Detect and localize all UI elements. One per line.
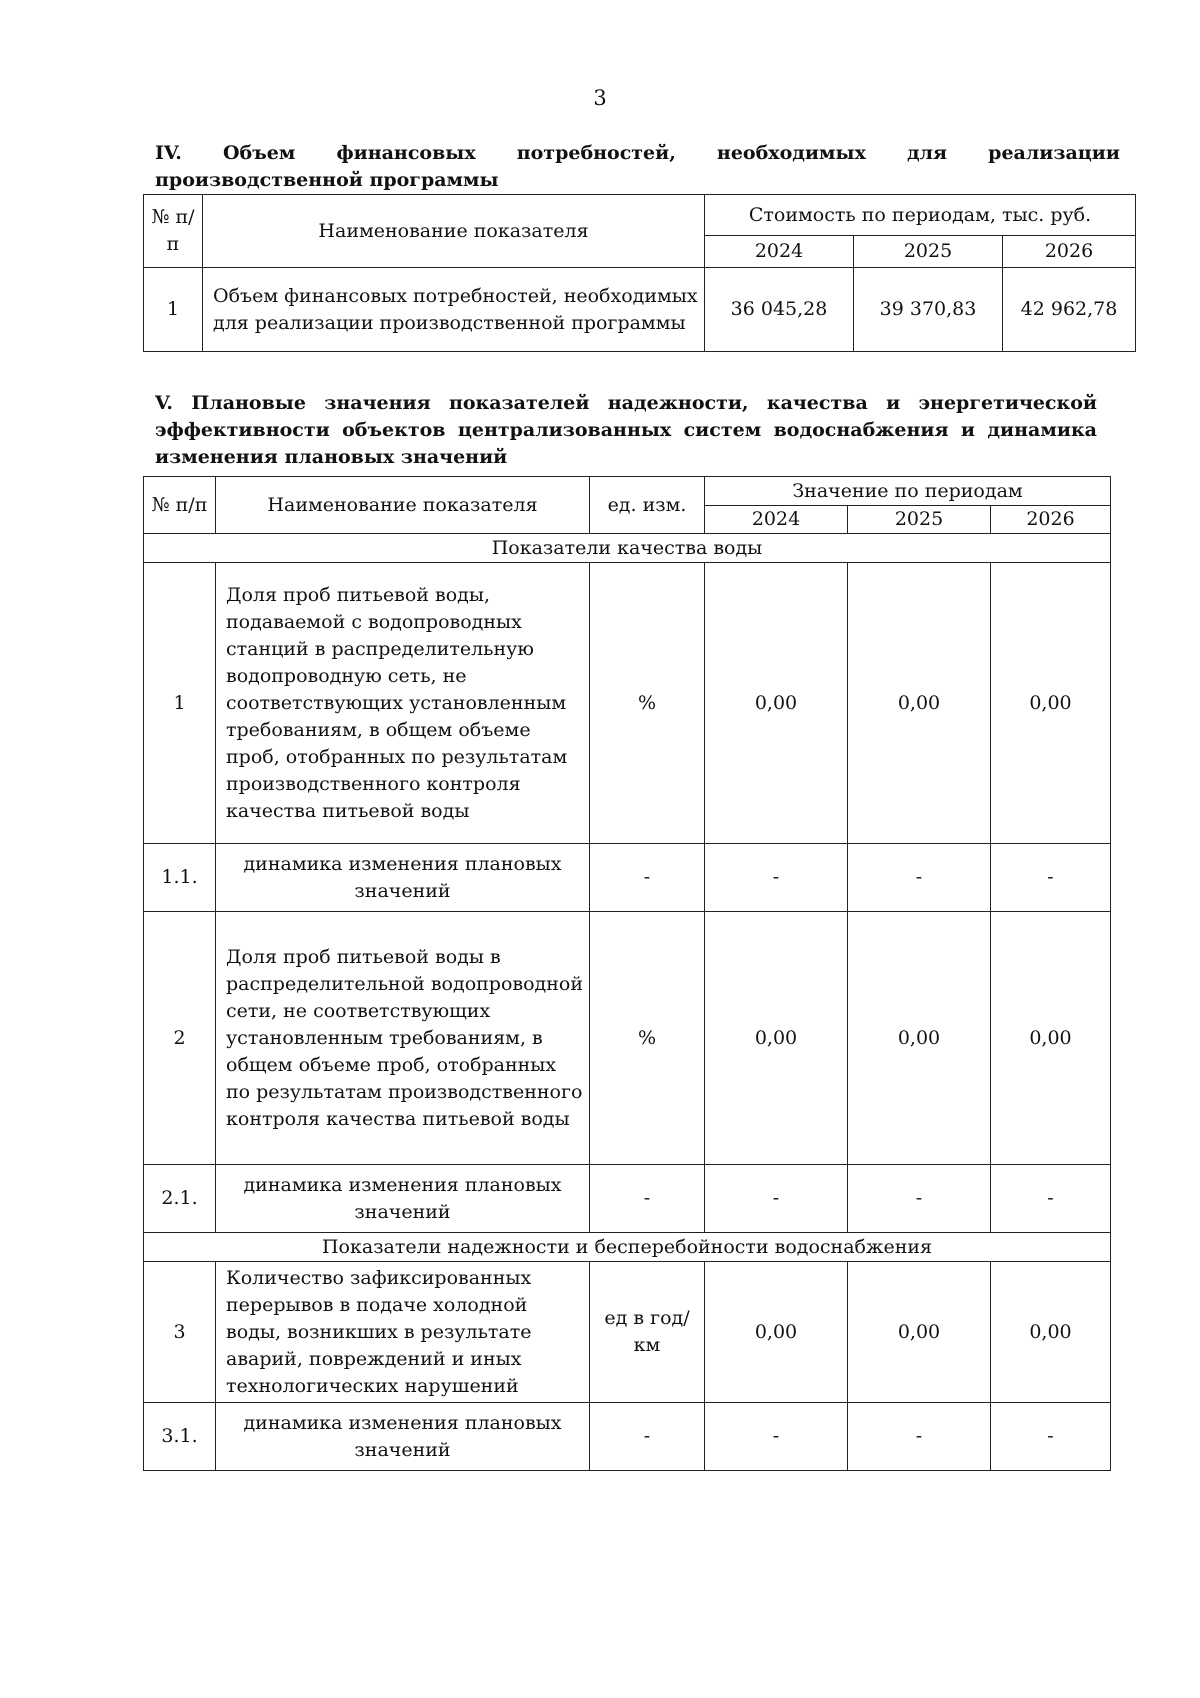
row-value: 0,00	[991, 912, 1111, 1165]
row-value: 0,00	[991, 1262, 1111, 1403]
row-num: 1	[144, 563, 216, 844]
row-unit: -	[590, 1403, 705, 1471]
header-name: Наименование показателя	[216, 477, 590, 534]
header-value: Значение по периодам	[705, 477, 1111, 506]
row-value: 39 370,83	[854, 268, 1003, 352]
group-label: Показатели надежности и бесперебойности водоснабжения	[144, 1233, 1111, 1262]
table-row	[144, 912, 1111, 1165]
table-header-row	[144, 477, 1111, 506]
row-num: 2	[144, 912, 216, 1165]
row-name: Количество зафиксированных перерывов в подаче холодной воды, возникших в результате аварий, повреждений и иных технологических нарушений	[216, 1262, 590, 1403]
header-year: 2026	[1003, 236, 1136, 268]
table-header-row	[144, 195, 1136, 236]
header-num: № п/п	[144, 195, 203, 268]
row-num: 1.1.	[144, 844, 216, 912]
header-cost: Стоимость по периодам, тыс. руб.	[705, 195, 1136, 236]
header-year: 2025	[854, 236, 1003, 268]
row-value: 0,00	[848, 1262, 991, 1403]
row-unit: %	[590, 563, 705, 844]
header-year: 2026	[991, 506, 1111, 534]
row-value: -	[991, 1403, 1111, 1471]
row-unit: ед в год/ км	[590, 1262, 705, 1403]
row-num: 3.1.	[144, 1403, 216, 1471]
group-row-reliability	[144, 1233, 1111, 1262]
section-v-title: V. Плановые значения показателей надежности, качества и энергетической эффективности объектов централизованных систем водоснабжения и динамика изменения плановых значений	[155, 392, 1097, 468]
row-value: -	[848, 1403, 991, 1471]
row-value: 36 045,28	[705, 268, 854, 352]
row-num: 3	[144, 1262, 216, 1403]
header-year: 2024	[705, 506, 848, 534]
row-name: динамика изменения плановых значений	[216, 844, 590, 912]
row-value: 0,00	[705, 1262, 848, 1403]
row-name: динамика изменения плановых значений	[216, 1403, 590, 1471]
row-value: 0,00	[991, 563, 1111, 844]
table-row	[144, 563, 1111, 844]
row-value: 0,00	[848, 563, 991, 844]
page-number: 3	[593, 86, 607, 110]
header-year: 2024	[705, 236, 854, 268]
row-value: -	[991, 844, 1111, 912]
row-unit: -	[590, 1165, 705, 1233]
group-label: Показатели качества воды	[144, 534, 1111, 563]
row-value: 0,00	[705, 563, 848, 844]
row-name: динамика изменения плановых значений	[216, 1165, 590, 1233]
row-num: 1	[144, 268, 203, 352]
header-year: 2025	[848, 506, 991, 534]
table-row	[144, 268, 1136, 352]
header-unit: ед. изм.	[590, 477, 705, 534]
row-value: -	[848, 844, 991, 912]
row-value: -	[705, 1165, 848, 1233]
table-row	[144, 844, 1111, 912]
row-value: 0,00	[848, 912, 991, 1165]
row-name: Доля проб питьевой воды, подаваемой с водопроводных станций в распределительную водопроводную сеть, не соответствующих установленным требованиям, в общем объеме проб, отобранных по результатам производственного контроля качества питьевой воды	[216, 563, 590, 844]
table-row	[144, 1403, 1111, 1471]
financial-needs-table	[143, 194, 1136, 352]
table-row	[144, 1165, 1111, 1233]
row-value: -	[848, 1165, 991, 1233]
row-unit: %	[590, 912, 705, 1165]
row-value: 42 962,78	[1003, 268, 1136, 352]
row-unit: -	[590, 844, 705, 912]
row-num: 2.1.	[144, 1165, 216, 1233]
row-value: 0,00	[705, 912, 848, 1165]
section-iv-title: IV. Объем финансовых потребностей, необходимых для реализации производственной программы	[155, 142, 1120, 191]
group-row-quality	[144, 534, 1111, 563]
indicators-table	[143, 476, 1111, 1471]
row-value: -	[705, 844, 848, 912]
row-name: Доля проб питьевой воды в распределительной водопроводной сети, не соответствующих установленным требованиям, в общем объеме проб, отобранных по результатам производственного контроля качества питьевой воды	[216, 912, 590, 1165]
header-num: № п/п	[144, 477, 216, 534]
header-name: Наименование показателя	[203, 195, 705, 268]
row-name: Объем финансовых потребностей, необходимых для реализации производственной программы	[203, 268, 705, 352]
row-value: -	[705, 1403, 848, 1471]
table-row	[144, 1262, 1111, 1403]
row-value: -	[991, 1165, 1111, 1233]
